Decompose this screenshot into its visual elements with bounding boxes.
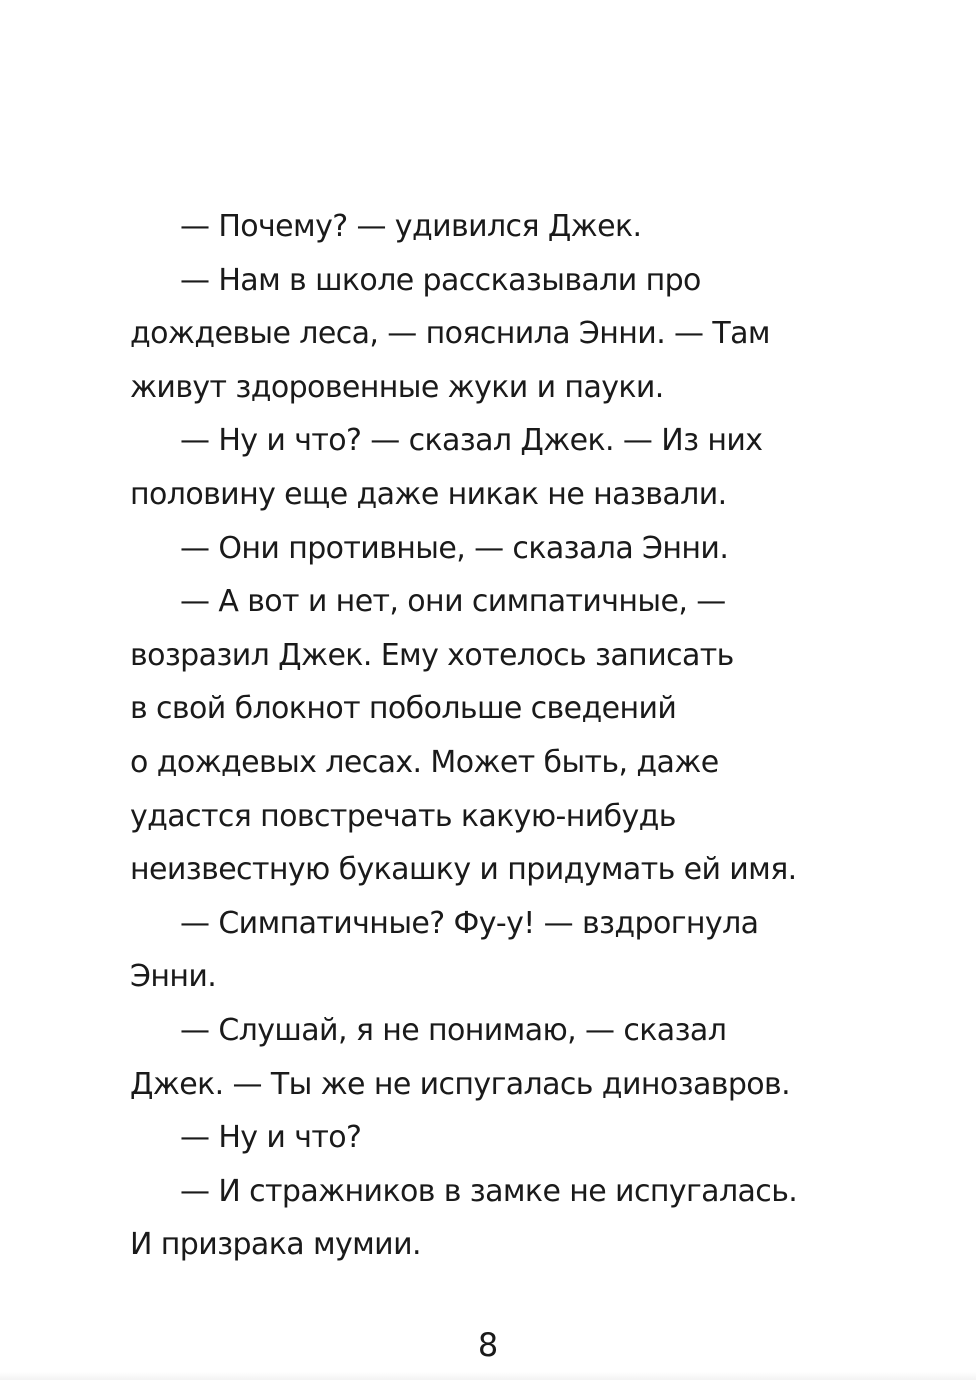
- text-line: — Симпатичные? Фу-у! — вздрогнула: [180, 905, 759, 941]
- text-line: Джек. — Ты же не испугалась динозавров.: [130, 1066, 791, 1102]
- text-line: — А вот и нет, они симпатичные, —: [180, 584, 726, 620]
- text-line: — Ну и что? — сказал Джек. — Из них: [180, 423, 763, 459]
- text-line: — Почему? — удивился Джек.: [180, 209, 642, 244]
- text-line: — Нам в школе рассказывали про: [180, 262, 701, 298]
- text-line: возразил Джек. Ему хотелось записать: [130, 637, 734, 673]
- text-line: Энни.: [130, 959, 217, 995]
- text-line: удастся повстречать какую-нибудь: [130, 798, 676, 834]
- text-line: дождевые леса, — пояснила Энни. — Там: [130, 316, 770, 352]
- text-line: — Слушай, я не понимаю, — сказал: [180, 1012, 727, 1048]
- text-line: — И стражников в замке не испугалась.: [180, 1173, 798, 1209]
- text-line: неизвестную букашку и придумать ей имя.: [130, 852, 797, 888]
- page-bottom-edge: [0, 1372, 976, 1380]
- text-line: — Ну и что?: [180, 1120, 362, 1156]
- body-text: [130, 200, 850, 1272]
- text-line: И призрака мумии.: [130, 1227, 421, 1263]
- text-line: о дождевых лесах. Может быть, даже: [130, 744, 719, 780]
- text-line: живут здоровенные жуки и пауки.: [130, 369, 664, 405]
- page-number: 8: [477, 1326, 499, 1364]
- text-line: в свой блокнот побольше сведений: [130, 691, 677, 727]
- text-line: — Они противные, — сказала Энни.: [180, 530, 729, 566]
- text-line: половину еще даже никак не назвали.: [130, 476, 727, 512]
